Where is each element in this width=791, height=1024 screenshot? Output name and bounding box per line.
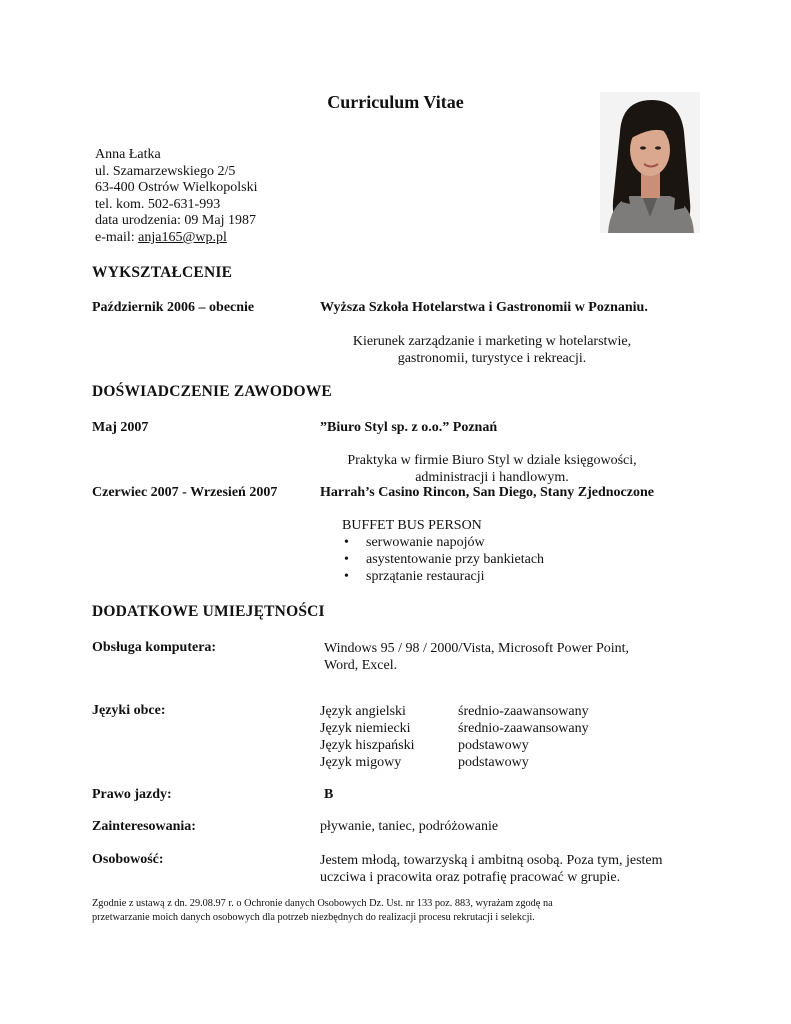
interests-value: pływanie, taniec, podróżowanie bbox=[320, 819, 499, 834]
license-value: B bbox=[324, 787, 334, 802]
personality-line1: Jestem młodą, towarzyską i ambitną osobą. Poza tym, jestem bbox=[320, 853, 663, 868]
job1-description-line1: Praktyka w firmie Biuro Styl w dziale księgowości, bbox=[347, 453, 637, 468]
profile-photo bbox=[600, 92, 700, 233]
computer-skills-line1: Windows 95 / 98 / 2000/Vista, Microsoft Power Point, bbox=[324, 641, 630, 656]
languages-label: Języki obce: bbox=[92, 703, 166, 718]
job2-company: Harrah’s Casino Rincon, San Diego, Stany Zjednoczone bbox=[320, 485, 654, 500]
contact-email-row bbox=[95, 230, 258, 247]
job1-period: Maj 2007 bbox=[92, 420, 149, 435]
list-item: • asystentowanie przy bankietach bbox=[342, 551, 544, 568]
consent-clause bbox=[92, 897, 553, 925]
page-title: Curriculum Vitae bbox=[327, 92, 464, 112]
contact-birth-date: data urodzenia: 09 Maj 1987 bbox=[95, 213, 256, 229]
list-item: • serwowanie napojów bbox=[342, 534, 544, 551]
experience-heading: DOŚWIADCZENIE ZAWODOWE bbox=[92, 383, 332, 400]
language-row bbox=[320, 720, 589, 737]
interests-label: Zainteresowania: bbox=[92, 819, 196, 834]
language-row bbox=[320, 703, 589, 720]
education-period: Październik 2006 – obecnie bbox=[92, 300, 255, 315]
email-label: e-mail: bbox=[95, 229, 139, 245]
job2-duties bbox=[342, 534, 544, 585]
education-description bbox=[320, 333, 664, 367]
license-label: Prawo jazdy: bbox=[92, 787, 172, 802]
personality-line2: uczciwa i pracowita oraz potrafię pracować w grupie. bbox=[320, 870, 621, 885]
email-link[interactable]: anja165@wp.pl bbox=[138, 229, 227, 245]
job2-position: BUFFET BUS PERSON bbox=[342, 518, 482, 533]
job2-period: Czerwiec 2007 - Wrzesień 2007 bbox=[92, 485, 278, 500]
language-name: Język hiszpański bbox=[320, 738, 415, 753]
computer-skills bbox=[324, 640, 629, 674]
computer-skills-line2: Word, Excel. bbox=[324, 658, 398, 673]
job1-company: ”Biuro Styl sp. z o.o.” Poznań bbox=[320, 420, 498, 435]
list-item: • sprzątanie restauracji bbox=[342, 568, 544, 585]
consent-line2: przetwarzanie moich danych osobowych dla potrzeb niezbędnych do realizacji procesu rekrutacji i selekcji. bbox=[92, 912, 535, 923]
language-level: podstawowy bbox=[458, 738, 529, 753]
personality-value bbox=[320, 852, 663, 886]
personality-label: Osobowość: bbox=[92, 852, 164, 867]
contact-phone: tel. kom. 502-631-993 bbox=[95, 196, 221, 212]
contact-city: 63-400 Ostrów Wielkopolski bbox=[95, 180, 258, 196]
contact-street: ul. Szamarzewskiego 2/5 bbox=[95, 163, 236, 179]
job1-description bbox=[320, 452, 664, 486]
education-school: Wyższa Szkoła Hotelarstwa i Gastronomii w Poznaniu. bbox=[320, 300, 648, 315]
consent-line1: Zgodnie z ustawą z dn. 29.08.97 r. o Ochronie danych Osobowych Dz. Ust. nr 133 poz. 883, wyrażam zgodę na bbox=[92, 898, 553, 909]
language-name: Język angielski bbox=[320, 704, 406, 719]
contact-name: Anna Łatka bbox=[95, 147, 161, 162]
language-name: Język niemiecki bbox=[320, 721, 411, 736]
language-level: podstawowy bbox=[458, 755, 529, 770]
education-description-line1: Kierunek zarządzanie i marketing w hotelarstwie, bbox=[352, 334, 632, 349]
language-name: Język migowy bbox=[320, 755, 402, 770]
language-level: średnio-zaawansowany bbox=[458, 704, 589, 719]
education-heading: WYKSZTAŁCENIE bbox=[92, 264, 233, 281]
computer-label: Obsługa komputera: bbox=[92, 640, 217, 655]
person-photo-icon bbox=[600, 92, 700, 233]
languages-table bbox=[320, 703, 589, 771]
language-level: średnio-zaawansowany bbox=[458, 721, 589, 736]
duties-list bbox=[342, 534, 544, 585]
contact-block bbox=[95, 147, 258, 247]
language-row bbox=[320, 754, 589, 771]
education-description-line2: gastronomii, turystyce i rekreacji. bbox=[397, 351, 587, 366]
job1-description-line2: administracji i handlowym. bbox=[415, 470, 569, 485]
language-row bbox=[320, 737, 589, 754]
skills-heading: DODATKOWE UMIEJĘTNOŚCI bbox=[92, 603, 325, 620]
